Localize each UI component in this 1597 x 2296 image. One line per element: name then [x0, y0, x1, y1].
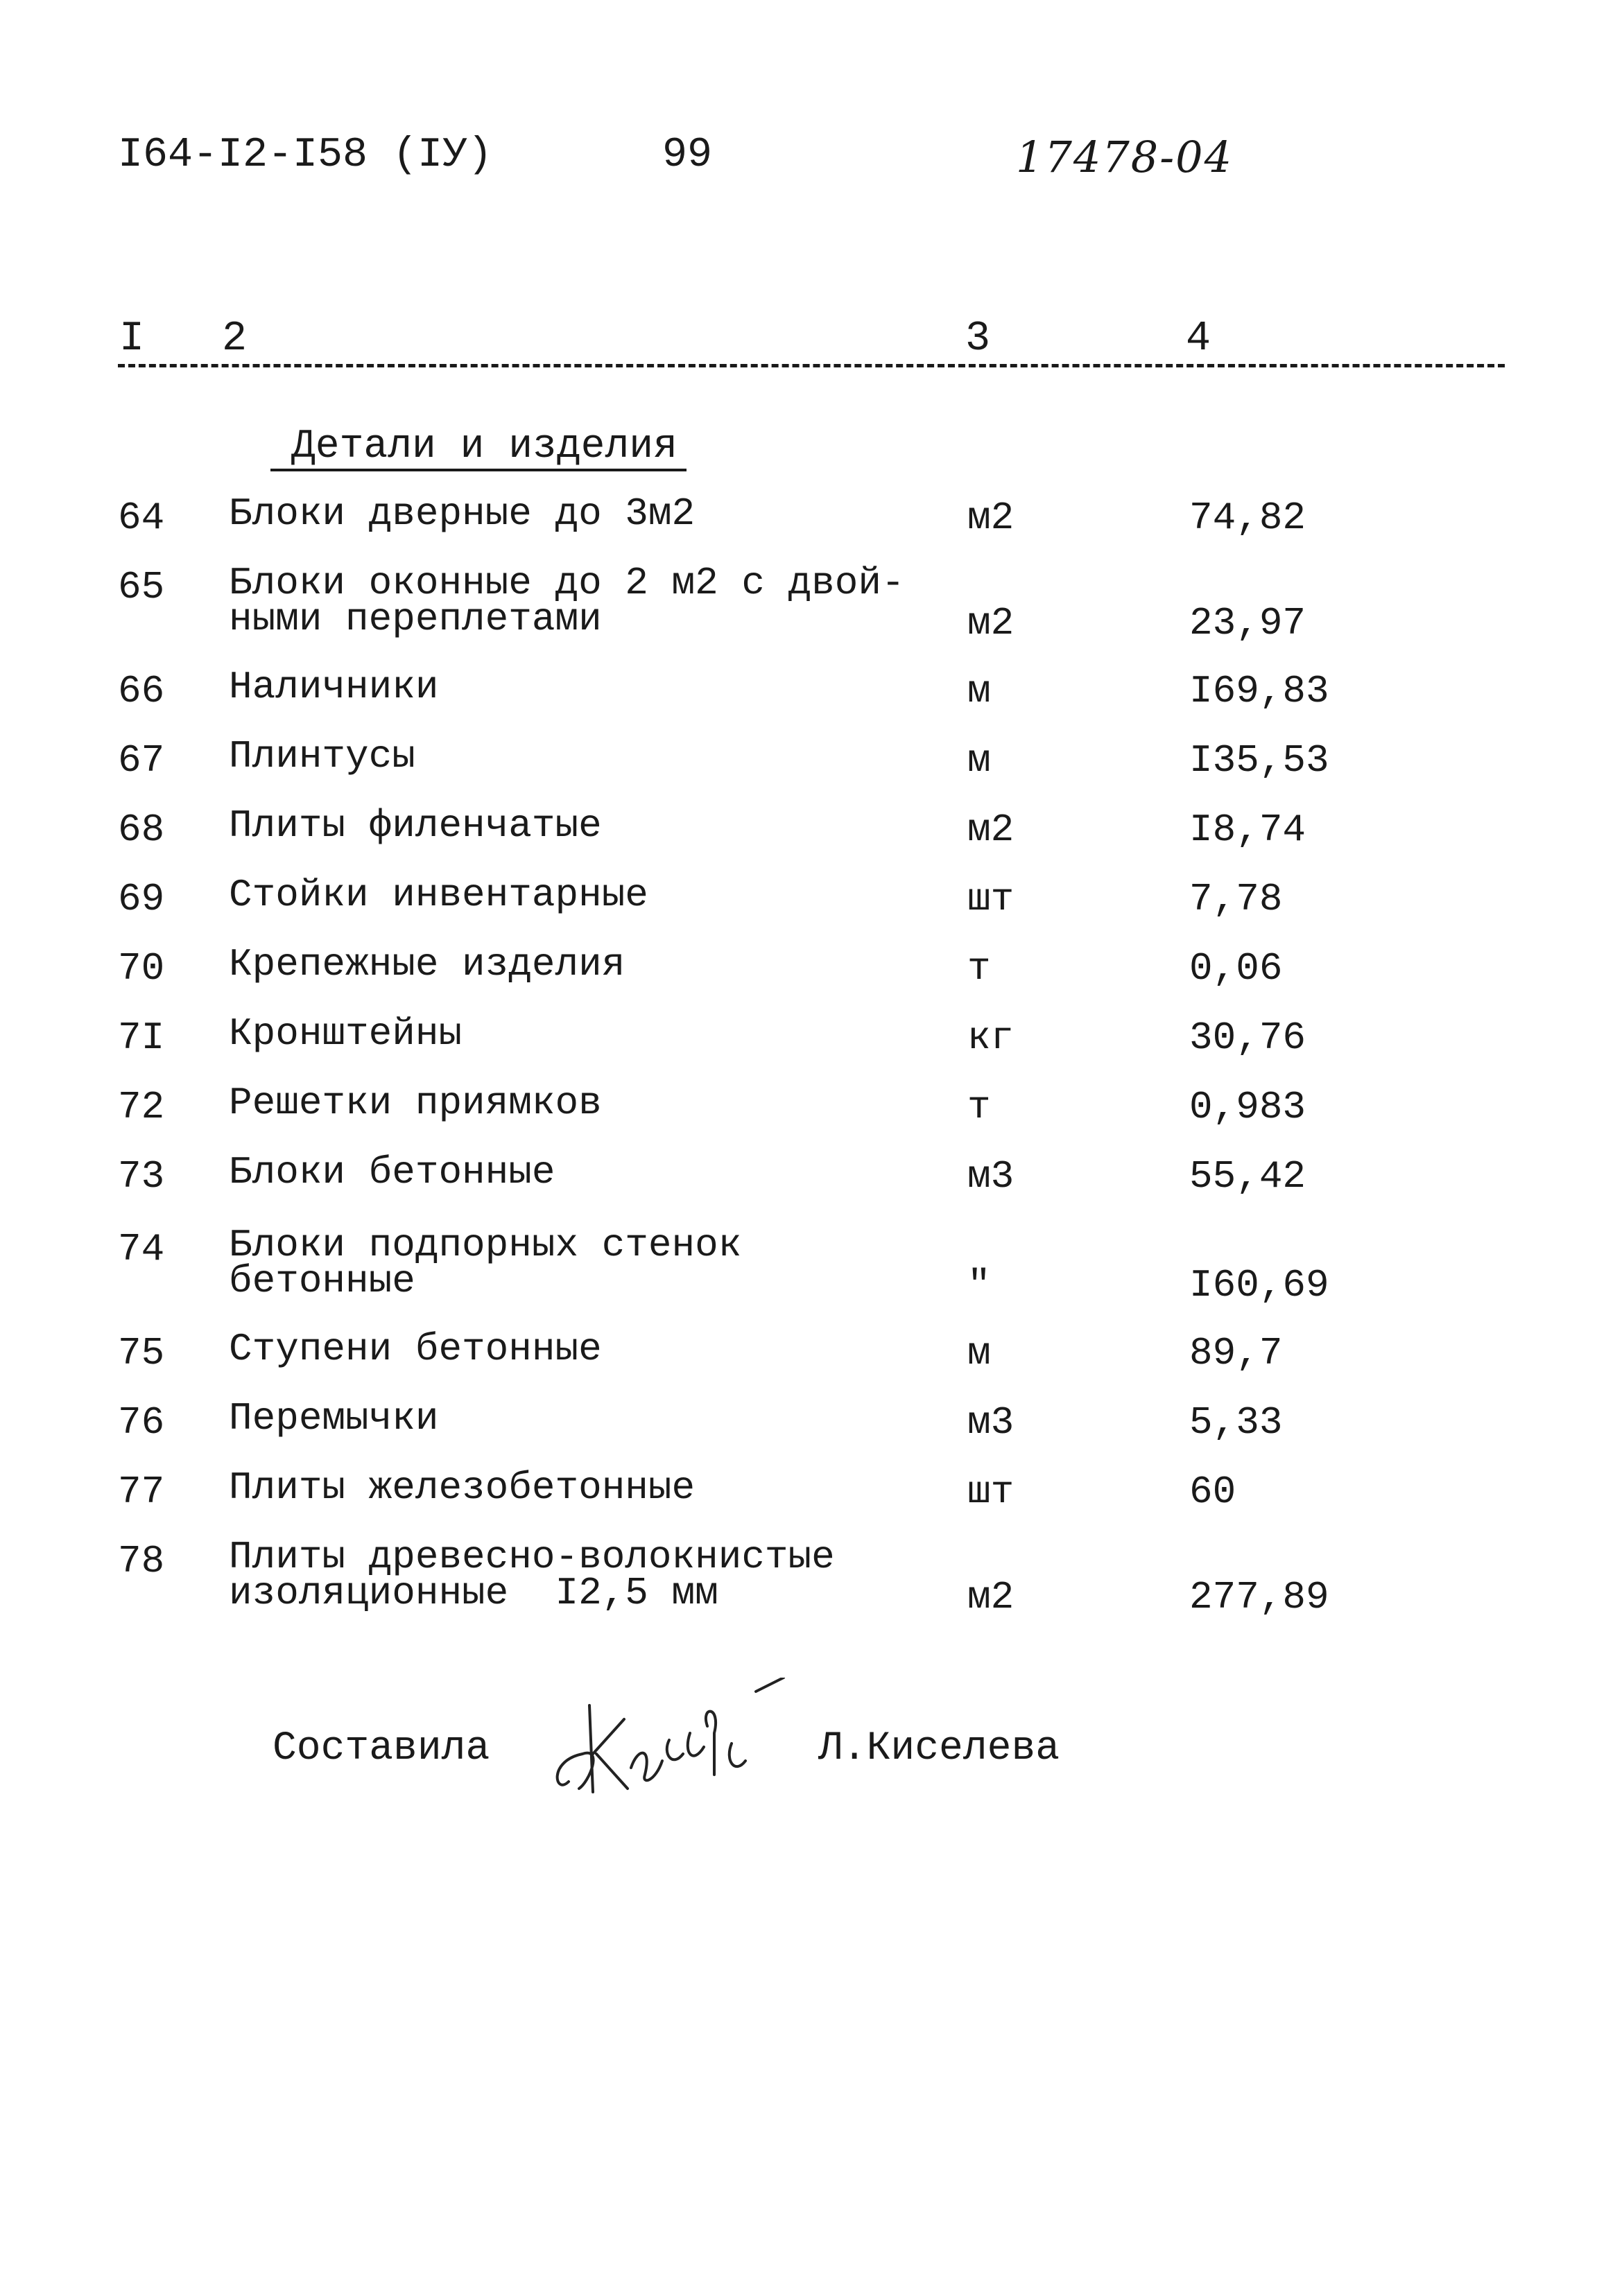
row-number: 78 [118, 1539, 165, 1583]
row-number: 70 [118, 946, 165, 991]
row-number: 72 [118, 1085, 165, 1129]
row-item-name-line: Плиты железобетонные [229, 1466, 696, 1510]
row-item-name [229, 942, 625, 986]
row-quantity: 277,89 [1189, 1575, 1329, 1619]
column-header-dashed-rule [118, 364, 1505, 367]
row-quantity: I60,69 [1189, 1263, 1329, 1307]
row-item-name-line: Блоки подпорных стенок [229, 1223, 742, 1267]
column-header-3: 3 [965, 315, 991, 363]
row-unit: шт [967, 877, 1015, 921]
row-number: 7I [118, 1016, 165, 1060]
row-quantity: I69,83 [1189, 669, 1329, 713]
row-item-name-line: Стойки инвентарные [229, 873, 648, 917]
row-item-name-line: Наличники [229, 665, 439, 709]
row-unit: т [967, 1085, 991, 1129]
row-item-name-line: Блоки дверные до 3м2 [229, 492, 696, 536]
row-item-name-line: Плинтусы [229, 734, 415, 779]
row-number: 75 [118, 1331, 165, 1375]
row-unit: т [967, 946, 991, 991]
row-item-name-line: Крепежные изделия [229, 942, 625, 986]
row-item-name-line: Блоки бетонные [229, 1150, 555, 1194]
column-header-4: 4 [1186, 315, 1211, 363]
row-number: 65 [118, 565, 165, 609]
row-item-name-line: ными переплетами [229, 597, 602, 641]
row-unit: м3 [967, 1400, 1015, 1445]
handwritten-reference: 17478-04 [1016, 132, 1234, 182]
row-number: 67 [118, 738, 165, 783]
signature-label: Составила [273, 1726, 490, 1771]
row-quantity: 30,76 [1189, 1016, 1306, 1060]
row-item-name [229, 492, 696, 536]
row-unit: м [967, 669, 991, 713]
row-quantity: 55,42 [1189, 1154, 1306, 1199]
document-code: I64-I2-I58 (IУ) [118, 132, 493, 179]
row-item-name-line: Плиты древесно-волокнистые [229, 1535, 835, 1579]
row-quantity: 89,7 [1189, 1331, 1283, 1375]
row-item-name [229, 1081, 602, 1125]
column-header-2: 2 [222, 315, 248, 363]
row-item-name [229, 1535, 835, 1615]
row-unit: м2 [967, 808, 1015, 852]
row-item-name [229, 803, 602, 848]
row-item-name-line: Блоки оконные до 2 м2 с двой- [229, 561, 905, 605]
section-title: Детали и изделия [291, 424, 677, 469]
row-item-name-line: Кронштейны [229, 1011, 463, 1056]
row-number: 74 [118, 1227, 165, 1271]
row-item-name-line: Плиты филенчатые [229, 803, 602, 848]
row-number: 68 [118, 808, 165, 852]
row-quantity: 74,82 [1189, 496, 1306, 540]
row-item-name-line: Ступени бетонные [229, 1327, 602, 1371]
row-quantity: 23,97 [1189, 601, 1306, 645]
row-item-name [229, 873, 648, 917]
row-quantity: I35,53 [1189, 738, 1329, 783]
row-quantity: 0,983 [1189, 1085, 1306, 1129]
row-item-name [229, 665, 439, 709]
section-title-underline [270, 469, 687, 471]
row-quantity: 0,06 [1189, 946, 1283, 991]
row-item-name-line: изоляционные I2,5 мм [229, 1571, 718, 1615]
signatory-name: Л.Киселева [818, 1726, 1060, 1771]
row-item-name [229, 1327, 602, 1371]
row-item-name [229, 561, 905, 641]
row-quantity: I8,74 [1189, 808, 1306, 852]
row-unit: шт [967, 1470, 1015, 1514]
row-item-name [229, 1466, 696, 1510]
row-unit: м [967, 738, 991, 783]
row-unit: м3 [967, 1154, 1015, 1199]
row-item-name [229, 1223, 742, 1303]
row-item-name [229, 1396, 439, 1441]
row-number: 73 [118, 1154, 165, 1199]
row-unit: кг [967, 1016, 1015, 1060]
row-item-name [229, 734, 415, 779]
row-number: 77 [118, 1470, 165, 1514]
row-item-name [229, 1011, 463, 1056]
row-number: 69 [118, 877, 165, 921]
row-quantity: 60 [1189, 1470, 1236, 1514]
row-unit: м2 [967, 601, 1015, 645]
row-item-name-line: бетонные [229, 1259, 415, 1303]
row-item-name-line: Перемычки [229, 1396, 439, 1441]
row-number: 66 [118, 669, 165, 713]
row-item-name [229, 1150, 555, 1194]
row-number: 64 [118, 496, 165, 540]
row-unit: " [967, 1263, 991, 1307]
column-header-1: I [119, 315, 145, 363]
row-unit: м [967, 1331, 991, 1375]
row-unit: м2 [967, 496, 1015, 540]
handwritten-signature [541, 1678, 791, 1816]
row-number: 76 [118, 1400, 165, 1445]
row-item-name-line: Решетки приямков [229, 1081, 602, 1125]
row-quantity: 5,33 [1189, 1400, 1283, 1445]
row-quantity: 7,78 [1189, 877, 1283, 921]
page-number: 99 [662, 132, 713, 179]
row-unit: м2 [967, 1575, 1015, 1619]
